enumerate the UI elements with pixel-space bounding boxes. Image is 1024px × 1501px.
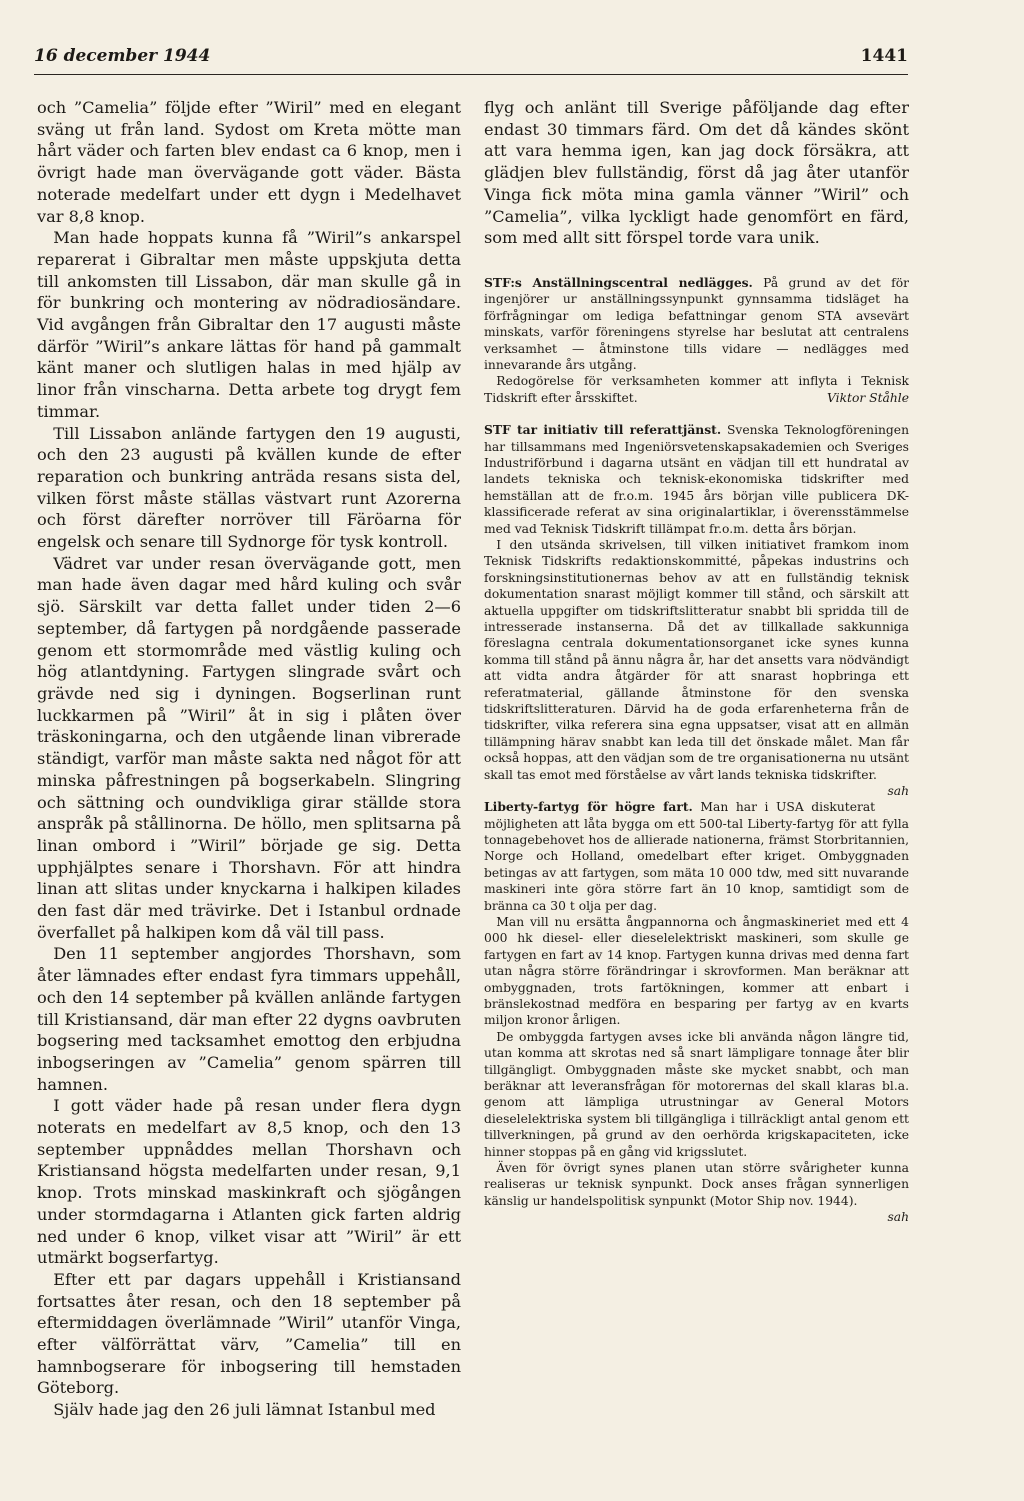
note-paragraph: Även för övrigt synes planen utan större svårigheter kunna realiseras ur teknisk synpunkt. Dock anses frågan synnerligen känslig ur handelspolitisk synpunkt (Motor Ship nov. 1944).	[484, 1161, 909, 1208]
body-paragraph: Den 11 september angjordes Thorshavn, som åter lämnades efter endast fyra timmars uppehåll, och den 14 september på kvällen anlände fartygen till Kristiansand, där man efter 22 dygns oavbruten bogsering med tacksamhet emottog den erbjudna inbogseringen av ”Camelia” genom spärren till hamnen.	[37, 944, 461, 1094]
note-signature: sah	[887, 1210, 909, 1225]
note-title: STF tar initiativ till referattjänst.	[484, 422, 722, 438]
note-lead	[484, 422, 909, 537]
note-title: Liberty-fartyg för högre fart.	[484, 799, 693, 815]
note-text: Redogörelse för verksamheten kommer att inflyta i Teknisk Tidskrift efter årsskiftet.	[484, 374, 909, 405]
body-paragraph: Man hade hoppats kunna få ”Wiril”s ankarspel reparerat i Gibraltar men måste uppskjuta detta till ankomsten till Lissabon, där man skulle gå in för bunkring och montering av nödradiosändare. Vid avgången från Gibraltar den 17 augusti måste därför ”Wiril”s ankare lättas för hand på gammalt känt maner och slutligen halas in med hjälp av linor från vinscharna. Detta arbete tog drygt fem timmar.	[37, 228, 461, 421]
note-body: På grund av det för ingenjörer ur anställningssynpunkt gynnsamma tidsläget ha förfrågningar om lediga befattningar genom STA avsevärt minskats, varför föreningens styrelse har beslutat att centralens verksamhet — åtminstone tills vidare — nedlägges med innevarande års utgång.	[484, 275, 909, 372]
page-number: 1441	[860, 46, 908, 66]
body-paragraph: Vädret var under resan övervägande gott, men man hade även dagar med hård kuling och svår sjö. Särskilt var detta fallet under tiden 2—6 september, då fartygen på nordgående passerade genom ett stormområde med västlig kuling och hög atlantdyning. Fartygen slingrade svårt och grävde ned sig i dyningen. Bogserlinan runt luckkarmen på ”Wiril” åt in sig i plåten över träskoningarna, och den utgående linan vibrerade ständigt, varför man måste sakta ned något för att minska påfrestningen på bogserkabeln. Slingring och sättning och oundvikliga girar ställde stora anspråk på stållinorna. De höllo, men splitsarna på linan ombord i ”Wiril” började ge sig. Detta upphjälptes senare i Thorshavn. För att hindra linan att slitas under knyckarna i halkipen kilades den fast där med trävirke. Det i Istanbul ordnade överfallet på halkipen kom då väl till pass.	[37, 553, 461, 942]
page-header	[34, 40, 908, 75]
right-column	[484, 97, 909, 1242]
note-signature: sah	[887, 784, 909, 799]
body-paragraph: Själv hade jag den 26 juli lämnat Istanbul med	[53, 1400, 436, 1420]
note-paragraph	[484, 373, 909, 406]
left-column	[37, 97, 461, 1421]
news-note-liberty	[484, 799, 909, 1226]
issue-date: 16 december 1944	[34, 46, 211, 66]
note-body: Svenska Teknologföreningen har tillsammans med Ingeniörsvetenskapsakademien och Sveriges Industriförbund i dagarna utsänt en vädjan till ett hundratal av landets tekniska och teknisk-ekonomiska tidskrifter med hemställan att de fr.o.m. 1945 års början ville publicera DK-klassificerade referat av sina originalartiklar, i överensstämmelse med vad Teknisk Tidskrift tillämpat fr.o.m. detta års början.	[484, 423, 909, 536]
note-body: Man har i USA diskuterat möjligheten att låta bygga om ett 500-tal Liberty-fartyg för att fylla tonnagebehovet hos de allierade nationerna, främst Storbritannien, Norge och Holland, omedelbart efter kriget. Ombyggnaden betingas av att fartygen, som mäta 10 000 tdw, med sitt nuvarande maskineri inte göra större fart än 10 knop, samtidigt som de bränna ca 30 t olja per dag.	[484, 800, 909, 913]
note-title: STF:s Anställningscentral nedlägges.	[484, 274, 753, 290]
news-note-referat	[484, 422, 909, 799]
note-text: I den utsända skrivelsen, till vilken initiativet framkom inom Teknisk Tidskrifts redaktionskommitté, påpekas industrins och forskningsinstitutionernas behov av att en fullständig teknisk dokumentation snarast möjligt kommer till stånd, och särskilt att aktuella uppgifter om tidskriftslitteratur snabbt bli spridda till de intresserade instanserna. Då det av tillkallade sakkunniga föreslagna centrala dokumentationsorganet icke synes kunna komma till stånd på ännu några år, har det ansetts vara nödvändigt att vidta andra åtgärder för att snarast hopbringa ett referatmaterial, gällande åtminstone för den svenska tidskriftslitteraturen. Därvid ha de goda erfarenheterna från de tidskrifter, vilka referera sina egna uppsatser, visat att en allmän tillämpning härav snabbt kan leda till det önskade målet. Man får också hoppas, att den vädjan som de tre organisationerna nu utsänt skall tas emot med förståelse av vårt lands tekniska tidskrifter.	[484, 538, 909, 782]
note-paragraph	[484, 537, 909, 799]
body-paragraph: och ”Camelia” följde efter ”Wiril” med en elegant sväng ut från land. Sydost om Kreta mötte man hårt väder och farten blev endast ca 6 knop, men i övrigt hade man övervägande gott väder. Bästa noterade medelfart under ett dygn i Medelhavet var 8,8 knop.	[37, 98, 461, 226]
body-paragraph: Till Lissabon anlände fartygen den 19 augusti, och den 23 augusti på kvällen kunde de efter reparation och bunkring anträda resans sista del, vilken först måste ställas västvart runt Azorerna och först därefter norröver till Färöarna för engelsk och senare till Sydnorge för tysk kontroll.	[37, 423, 461, 552]
note-lead	[484, 799, 909, 914]
news-notes	[484, 275, 909, 1226]
note-paragraph: Man vill nu ersätta ångpannorna och ångmaskineriet med ett 4 000 hk diesel- eller dieselelektriskt maskineri, som skulle ge fartygen en fart av 14 knop. Fartygen kunna drivas med denna fart utan några större förändringar i skrovformen. Man beräknar att ombyggnaden, trots fartökningen, kommer att enbart i bränslekostnad medföra en besparing per fartyg av en kvarts miljon kronor årligen.	[484, 914, 909, 1028]
body-paragraph: Efter ett par dagars uppehåll i Kristiansand fortsattes åter resan, och den 18 september på eftermiddagen överlämnade ”Wiril” utanför Vinga, efter välförrättat värv, ”Camelia” till en hamnbogserare för inbogsering till hemstaden Göteborg.	[37, 1269, 461, 1398]
note-lead	[484, 275, 909, 373]
note-signature: Viktor Ståhle	[826, 390, 909, 405]
continuation-paragraph: flyg och anlänt till Sverige påföljande dag efter endast 30 timmars färd. Om det då kändes skönt att vara hemma igen, kan jag dock försäkra, att glädjen blev fullständig, först då jag åter utanför Vinga fick möta mina gamla vänner ”Wiril” och ”Camelia”, vilka lyckligt hade genomfört en färd, som med allt sitt förspel torde vara unik.	[484, 98, 909, 248]
body-paragraph: I gott väder hade på resan under flera dygn noterats en medelfart av 8,5 knop, och den 13 september uppnåddes mellan Thorshavn och Kristiansand högsta medelfarten under resan, 9,1 knop. Trots minskad maskinkraft och sjögången under stormdagarna i Atlanten gick farten aldrig ned under 6 knop, vilket visar att ”Wiril” är ett utmärkt bogserfartyg.	[37, 1096, 461, 1268]
news-note-sta	[484, 275, 909, 406]
note-paragraph: De ombyggda fartygen avses icke bli använda någon längre tid, utan komma att skrotas ned så snart lämpligare tonnage åter blir tillgängligt. Ombyggnaden måste ske mycket snabbt, och man beräknar att leveransfrågan för motorernas del skall klaras bl.a. genom att lämpliga utrustningar av General Motors dieselelektriska system bli tillgängliga i tillräckligt antal genom ett tillverkningen, på grund av den oerhörda krigskapaciteten, icke hinner stoppas på en gång vid krigsslutet.	[484, 1029, 909, 1159]
